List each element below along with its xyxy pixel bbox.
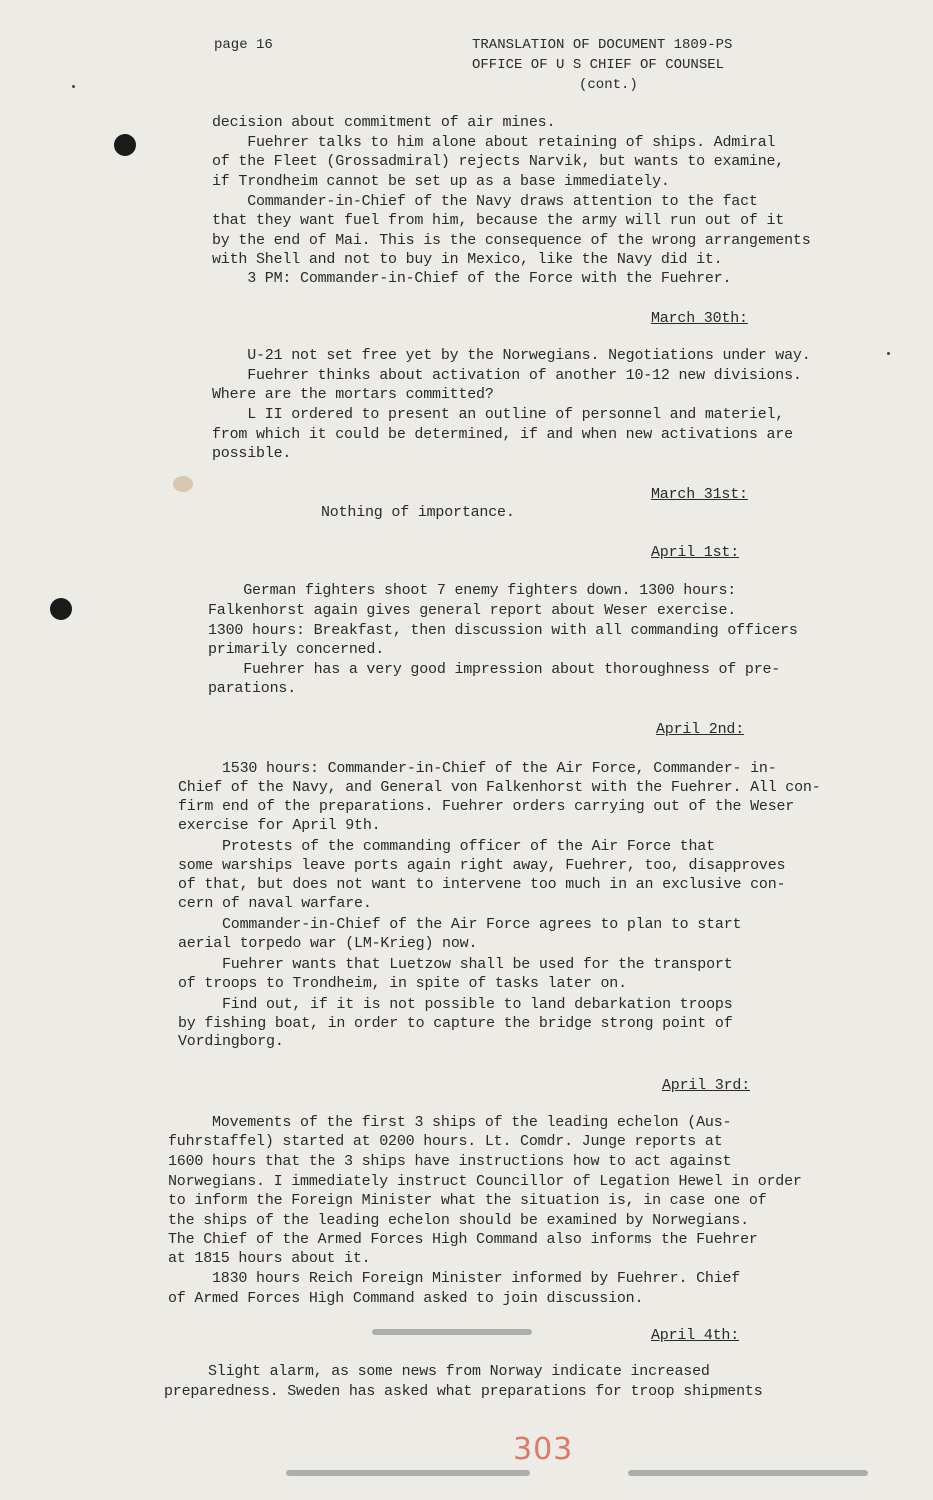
text-line: by the end of Mai. This is the consequence of the wrong arrangements: [212, 232, 811, 249]
text-line: to inform the Foreign Minister what the situation is, in case one of: [168, 1192, 767, 1209]
speck: [72, 85, 75, 88]
text-line: primarily concerned.: [208, 641, 385, 658]
date-heading-march-30: March 30th:: [651, 310, 748, 327]
text-line: Slight alarm, as some news from Norway indicate increased: [164, 1363, 710, 1380]
date-heading-april-4: April 4th:: [651, 1327, 740, 1344]
ink-smudge: [628, 1470, 868, 1476]
text-line: decision about commitment of air mines.: [212, 114, 556, 131]
text-line: of the Fleet (Grossadmiral) rejects Narvik, but wants to examine,: [212, 153, 785, 170]
text-line: U-21 not set free yet by the Norwegians. Negotiations under way.: [212, 347, 811, 364]
text-line: of troops to Trondheim, in spite of tasks later on.: [178, 975, 627, 992]
text-line: Falkenhorst again gives general report about Weser exercise.: [208, 602, 737, 619]
text-line: 1530 hours: Commander-in-Chief of the Air Force, Commander- in-: [178, 760, 777, 777]
text-line: possible.: [212, 445, 292, 462]
text-line: Where are the mortars committed?: [212, 386, 494, 403]
text-line: Commander-in-Chief of the Navy draws attention to the fact: [212, 193, 758, 210]
text-line: 1830 hours Reich Foreign Minister informed by Fuehrer. Chief: [168, 1270, 741, 1287]
text-line: Nothing of importance.: [321, 504, 515, 521]
text-line: of that, but does not want to intervene too much in an exclusive con-: [178, 876, 786, 893]
text-line: some warships leave ports again right away, Fuehrer, too, disapproves: [178, 857, 786, 874]
text-line: 3 PM: Commander-in-Chief of the Force with the Fuehrer.: [212, 270, 732, 287]
text-line: Protests of the commanding officer of the Air Force that: [178, 838, 715, 855]
header-title-line-1: TRANSLATION OF DOCUMENT 1809-PS: [472, 37, 733, 53]
punch-hole-bottom: [50, 598, 72, 620]
text-line: of Armed Forces High Command asked to join discussion.: [168, 1290, 644, 1307]
text-line: preparedness. Sweden has asked what preparations for troop shipments: [164, 1383, 763, 1400]
header-title-line-2: OFFICE OF U S CHIEF OF COUNSEL: [472, 57, 725, 73]
text-line: Commander-in-Chief of the Air Force agrees to plan to start: [178, 916, 742, 933]
text-line: The Chief of the Armed Forces High Command also informs the Fuehrer: [168, 1231, 758, 1248]
text-line: fuhrstaffel) started at 0200 hours. Lt. Comdr. Junge reports at: [168, 1133, 723, 1150]
ink-smudge: [286, 1470, 530, 1476]
page-number-stamp: 303: [513, 1432, 574, 1467]
ink-smudge: [372, 1329, 532, 1335]
punch-hole-top: [114, 134, 136, 156]
date-heading-april-3: April 3rd:: [662, 1077, 751, 1094]
text-line: Chief of the Navy, and General von Falkenhorst with the Fuehrer. All con-: [178, 779, 821, 796]
date-heading-april-2: April 2nd:: [656, 721, 745, 738]
text-line: with Shell and not to buy in Mexico, like the Navy did it.: [212, 251, 723, 268]
text-line: parations.: [208, 680, 297, 697]
text-line: at 1815 hours about it.: [168, 1250, 371, 1267]
text-line: 1600 hours that the 3 ships have instructions how to act against: [168, 1153, 732, 1170]
text-line: 1300 hours: Breakfast, then discussion with all commanding officers: [208, 622, 798, 639]
page-label: page 16: [214, 37, 273, 53]
text-line: from which it could be determined, if and when new activations are: [212, 426, 793, 443]
date-heading-april-1: April 1st:: [651, 544, 740, 561]
text-line: Norwegians. I immediately instruct Councillor of Legation Hewel in order: [168, 1173, 802, 1190]
text-line: Movements of the first 3 ships of the leading echelon (Aus-: [168, 1114, 732, 1131]
text-line: Fuehrer talks to him alone about retaining of ships. Admiral: [212, 134, 776, 151]
date-heading-march-31: March 31st:: [651, 486, 748, 503]
text-line: L II ordered to present an outline of personnel and materiel,: [212, 406, 785, 423]
text-line: if Trondheim cannot be set up as a base immediately.: [212, 173, 670, 190]
text-line: German fighters shoot 7 enemy fighters down. 1300 hours:: [208, 582, 737, 599]
text-line: firm end of the preparations. Fuehrer orders carrying out of the Weser: [178, 798, 795, 815]
text-line: Fuehrer has a very good impression about thoroughness of pre-: [208, 661, 781, 678]
header-title-line-3: (cont.): [579, 77, 638, 93]
speck: [887, 352, 890, 355]
text-line: that they want fuel from him, because the army will run out of it: [212, 212, 785, 229]
stain-mark: [173, 476, 193, 492]
text-line: Find out, if it is not possible to land debarkation troops: [178, 996, 733, 1013]
text-line: Fuehrer wants that Luetzow shall be used for the transport: [178, 956, 733, 973]
text-line: the ships of the leading echelon should be examined by Norwegians.: [168, 1212, 749, 1229]
text-line: aerial torpedo war (LM-Krieg) now.: [178, 935, 478, 952]
text-line: exercise for April 9th.: [178, 817, 381, 834]
text-line: Fuehrer thinks about activation of another 10-12 new divisions.: [212, 367, 802, 384]
text-line: by fishing boat, in order to capture the bridge strong point of: [178, 1015, 733, 1032]
text-line: Vordingborg.: [178, 1033, 284, 1050]
text-line: cern of naval warfare.: [178, 895, 372, 912]
